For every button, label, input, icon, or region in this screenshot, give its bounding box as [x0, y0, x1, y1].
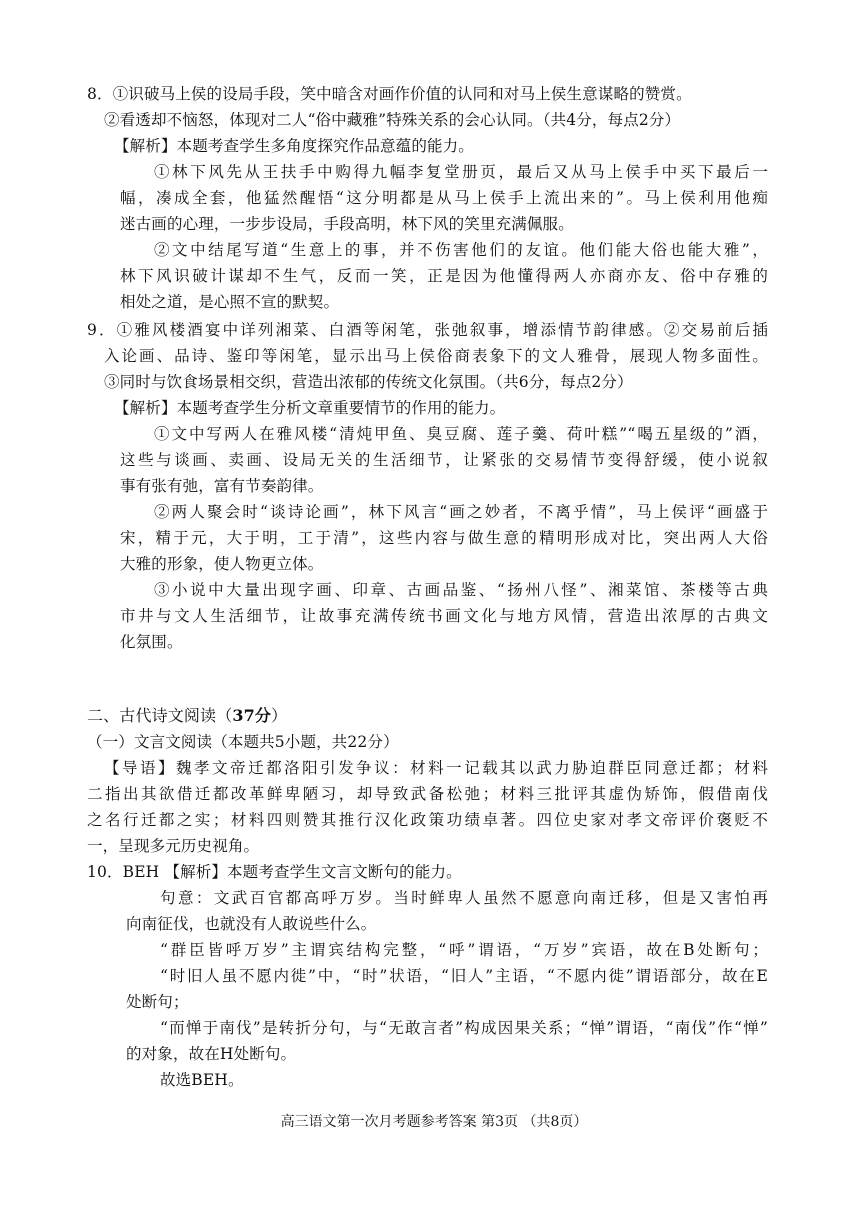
- q8-analysis-line-6: 相处之道，是心照不宣的默契。: [120, 293, 340, 311]
- intro-line-1: 【导语】魏孝文帝迁都洛阳引发争议：材料一记载其以武力胁迫群臣同意迁都；材料: [104, 759, 768, 777]
- q9-analysis-line-9: 化氛围。: [120, 633, 183, 651]
- intro-line-2: 二指出其欲借迁都改革鲜卑陋习，却导致武备松弛；材料三批评其虚伪矫饰，假借南伐: [87, 785, 768, 803]
- q8-analysis-line-1: ①林下风先从王扶手中购得九幅李复堂册页，最后又从马上侯手中买下最后一: [154, 163, 768, 181]
- q10-analysis-line-2: “时旧人虽不愿内徙”中，“时”状语，“旧人”主语，“不愿内徙”谓语部分，故在E: [160, 967, 768, 985]
- q9-analysis-heading: 【解析】本题考查学生分析文章重要情节的作用的能力。: [114, 399, 506, 417]
- q8-analysis-line-4: ②文中结尾写道“生意上的事，并不伤害他们的友谊。他们能大俗也能大雅”，: [154, 241, 768, 259]
- q10-answer-line: 10．BEH 【解析】本题考查学生文言文断句的能力。: [87, 863, 462, 881]
- q10-meaning-line-2: 向南征伐，也就没有人敢说些什么。: [126, 915, 377, 933]
- section-heading: 二、古代诗文阅读（37分）: [87, 706, 288, 725]
- q9-answer-line-3: ③同时与饮食场景相交织，营造出浓郁的传统文化氛围。（共6分，每点2分）: [104, 373, 633, 391]
- q9-answer-line-2: 入论画、品诗、鉴印等闲笔，显示出马上侯俗商表象下的文人雅骨，展现人物多面性。: [104, 347, 768, 365]
- q9-analysis-line-8: 市井与文人生活细节，让故事充满传统书画文化与地方风情，营造出浓厚的古典文: [120, 607, 768, 625]
- q9-analysis-line-3: 事有张有弛，富有节奏韵律。: [120, 477, 324, 495]
- q9-answer-line-1: 9．①雅风楼酒宴中详列湘菜、白酒等闲笔，张弛叙事，增添情节韵律感。②交易前后插: [87, 321, 768, 339]
- q8-analysis-line-3: 迷古画的心理，一步步设局，手段高明，林下风的笑里充满佩服。: [120, 215, 574, 233]
- q9-analysis-line-2: 这些与谈画、卖画、设局无关的生活细节，让紧张的交易情节变得舒缓，使小说叙: [120, 451, 768, 469]
- q10-meaning-line-1: 句意：文武百官都高呼万岁。当时鲜卑人虽然不愿意向南迁移，但是又害怕再: [160, 889, 768, 907]
- q9-analysis-line-1: ①文中写两人在雅风楼“清炖甲鱼、臭豆腐、莲子羹、荷叶糕”“喝五星级的”酒，: [154, 425, 768, 443]
- q10-analysis-line-4: “而惮于南伐”是转折分句，与“无敢言者”构成因果关系；“惮”谓语，“南伐”作“惮”: [160, 1019, 768, 1037]
- q9-analysis-line-5: 宋，精于元，大于明，工于清”，这些内容与做生意的精明形成对比，突出两人大俗: [120, 529, 768, 547]
- q9-analysis-line-4: ②两人聚会时“谈诗论画”，林下风言“画之妙者，不离乎情”，马上侯评“画盛于: [154, 503, 768, 521]
- page-footer: 高三语文第一次月考题参考答案 第3页 （共8页）: [280, 1114, 588, 1130]
- q8-answer-line-2: ②看透却不恼怒，体现对二人“俗中藏雅”特殊关系的会心认同。（共4分，每点2分）: [104, 111, 681, 129]
- q8-analysis-line-5: 林下风识破计谋却不生气，反而一笑，正是因为他懂得两人亦商亦友、俗中存雅的: [120, 267, 768, 285]
- subsection-heading: （一）文言文阅读（本题共5小题，共22分）: [87, 733, 399, 751]
- intro-line-3: 之名行迁都之实；材料四则赞其推行汉化政策功绩卓著。四位史家对孝文帝评价褒贬不: [87, 811, 768, 829]
- q9-analysis-line-6: 大雅的形象，使人物更立体。: [120, 555, 324, 573]
- q10-conclusion: 故选BEH。: [160, 1071, 244, 1089]
- intro-line-4: 一，呈现多元历史视角。: [87, 837, 260, 855]
- q8-analysis-heading: 【解析】本题考查学生多角度探究作品意蕴的能力。: [114, 137, 474, 155]
- q10-analysis-line-3: 处断句；: [126, 993, 189, 1011]
- q10-analysis-line-5: 的对象，故在H处断句。: [126, 1045, 297, 1063]
- q9-analysis-line-7: ③小说中大量出现字画、印章、古画品鉴、“扬州八怪”、湘菜馆、茶楼等古典: [154, 581, 768, 599]
- q10-analysis-line-1: “群臣皆呼万岁”主谓宾结构完整，“呼”谓语，“万岁”宾语，故在B处断句；: [160, 941, 768, 959]
- q8-answer-line-1: 8．①识破马上侯的设局手段，笑中暗含对画作价值的认同和对马上侯生意谋略的赞赏。: [87, 85, 692, 103]
- q8-analysis-line-2: 幅，凑成全套，他猛然醒悟“这分明都是从马上侯手上流出来的”。马上侯利用他痴: [120, 189, 768, 207]
